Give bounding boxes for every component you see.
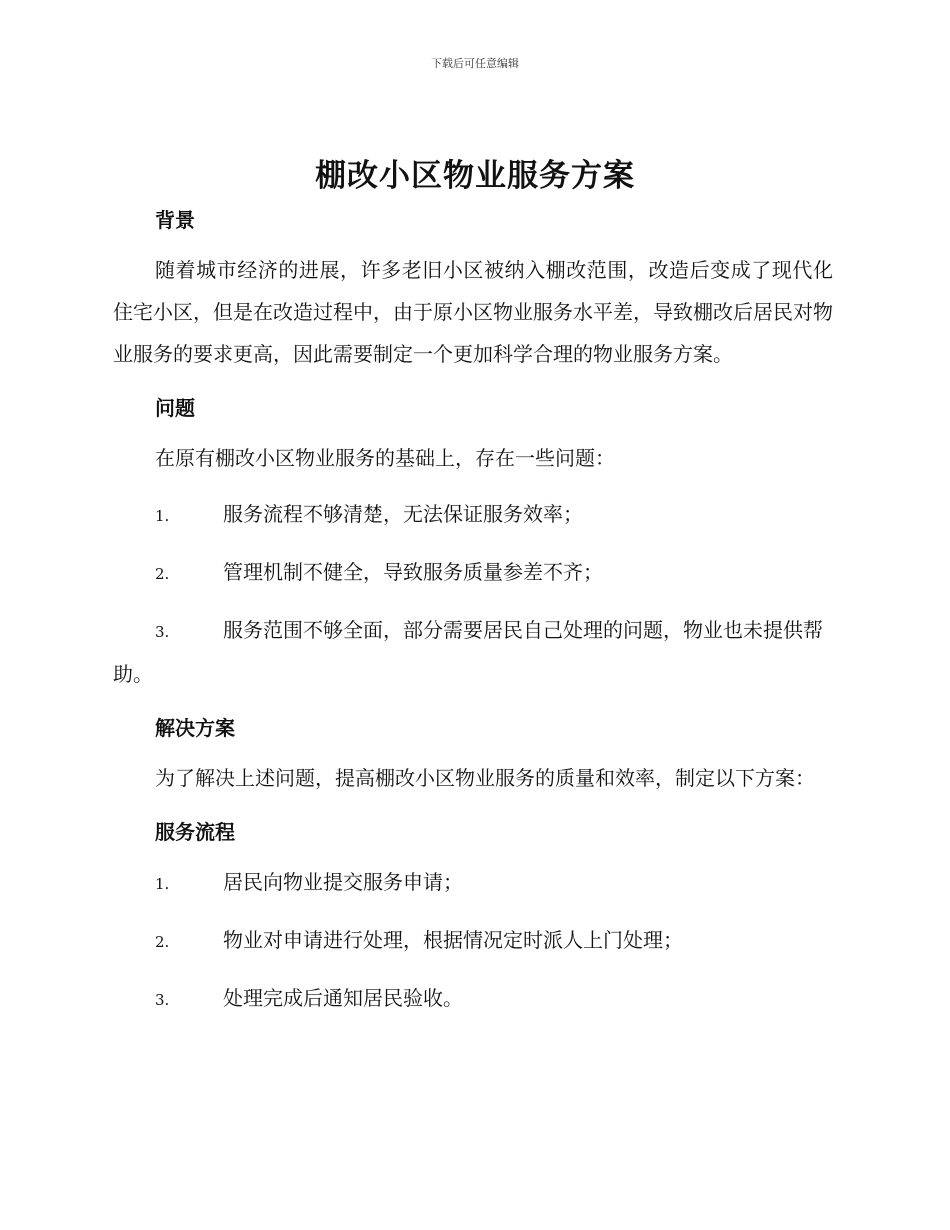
list-item [113,861,833,905]
section-heading-problems: 问题 [155,396,195,420]
document-title: 棚改小区物业服务方案 [315,158,635,194]
background-paragraph: 随着城市经济的进展，许多老旧小区被纳入棚改范围，改造后变成了现代化住宅小区，但是在改造过程中，由于原小区物业服务水平差，导致棚改后居民对物业服务的要求更高，因此需要制定一个更加科学合理的物业服务方案。 [113,258,833,366]
header-note: 下载后可任意编辑 [431,57,519,70]
list-text: 管理机制不健全，导致服务质量参差不齐； [223,560,603,584]
section-heading-solution: 解决方案 [155,716,235,740]
document-body [113,205,833,1021]
list-number: 1. [155,507,170,525]
list-text: 服务流程不够清楚，无法保证服务效率； [223,502,583,526]
list-number: 2. [155,565,170,583]
solution-paragraph: 为了解决上述问题，提高棚改小区物业服务的质量和效率，制定以下方案： [155,766,815,790]
list-item [113,919,833,963]
list-item [113,609,833,695]
list-item [113,551,833,595]
problems-intro: 在原有棚改小区物业服务的基础上，存在一些问题： [155,446,615,470]
list-number: 2. [155,933,170,951]
list-number: 3. [155,623,170,641]
list-text: 居民向物业提交服务申请； [223,870,463,894]
list-item [113,977,833,1021]
list-item [113,493,833,537]
list-number: 3. [155,991,170,1009]
section-heading-background: 背景 [155,208,195,232]
list-number: 1. [155,875,170,893]
list-text: 处理完成后通知居民验收。 [223,986,463,1010]
section-heading-service-flow: 服务流程 [155,820,235,844]
list-text: 物业对申请进行处理，根据情况定时派人上门处理； [223,928,683,952]
list-text: 服务范围不够全面，部分需要居民自己处理的问题，物业也未提供帮助。 [113,618,823,686]
